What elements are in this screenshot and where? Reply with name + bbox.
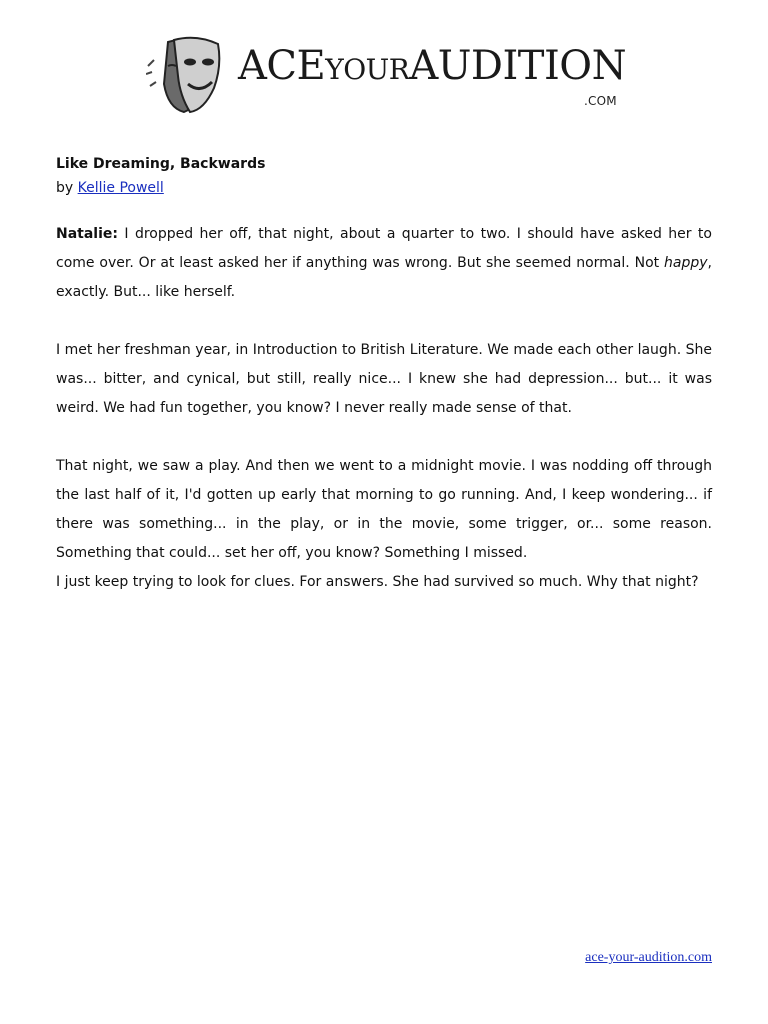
logo-wordmark: ACEYOURAUDITION: [238, 43, 627, 89]
byline-prefix: by: [56, 180, 74, 196]
site-logo[interactable]: [146, 36, 626, 120]
footer-site-link[interactable]: ace-your-audition.com: [585, 950, 712, 965]
byline: [56, 178, 712, 198]
paragraph-1-text-a: I dropped her off, that night, about a quarter to two. I should have asked her to come over. Or at least asked her if anything was wrong. But she seemed normal. Not: [56, 226, 712, 271]
paragraph-1-text-b: , exactly. But... like herself.: [56, 255, 712, 300]
monologue-content: [56, 154, 712, 597]
paragraph-1-emphasis: happy: [664, 255, 708, 271]
paragraph-3: That night, we saw a play. And then we went to a midnight movie. I was nodding off through the last half of it, I'd gotten up early that morning to go running. And, I keep wondering... if there was something... in the play, or in the movie, some trigger, or... some reason. Something that could... set her off, you know? Something I missed.: [56, 458, 712, 561]
logo-domain-suffix: .COM: [584, 94, 617, 108]
author-link[interactable]: Kellie Powell: [77, 180, 164, 196]
paragraph-2: I met her freshman year, in Introduction to British Literature. We made each other laugh. She was... bitter, and cynical, but still, really nice... I knew she had depression... but... it was weird. We had fun together, you know? I never really made sense of that.: [56, 342, 712, 416]
piece-title: Like Dreaming, Backwards: [56, 156, 266, 172]
speaker-name: Natalie:: [56, 226, 118, 242]
theater-mask-icon: [146, 36, 234, 116]
paragraph-4: I just keep trying to look for clues. For answers. She had survived so much. Why that night?: [56, 574, 699, 590]
paragraph-1: [56, 220, 712, 307]
footer: [585, 950, 712, 966]
